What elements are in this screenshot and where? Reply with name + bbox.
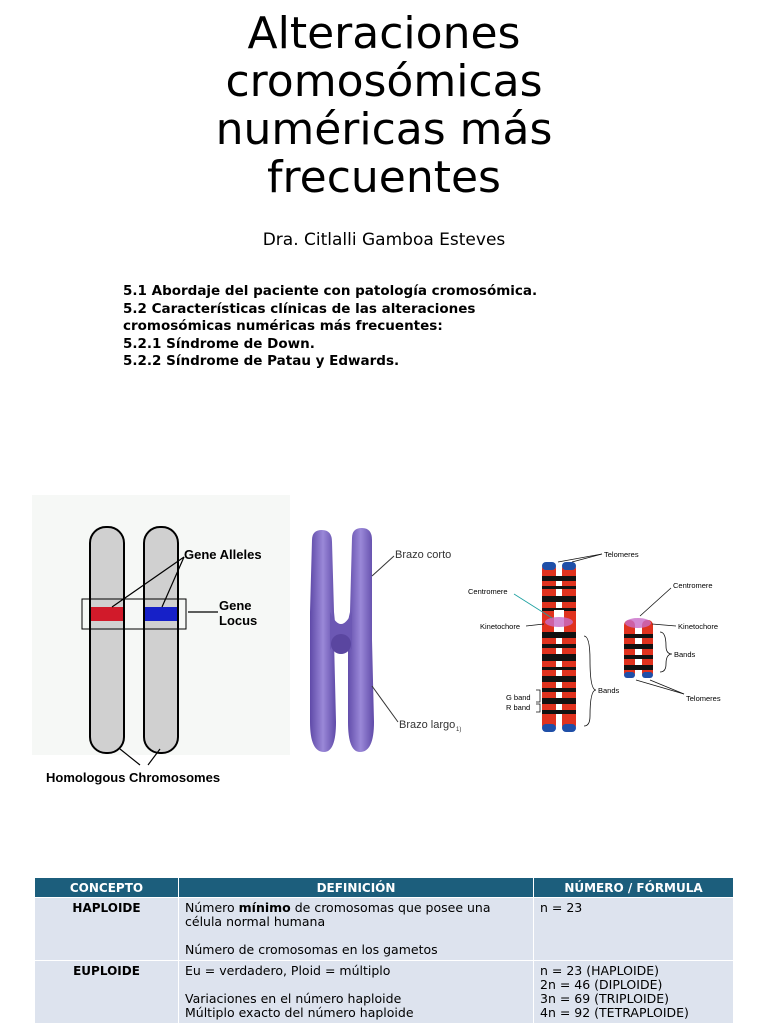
formula-text: n = 23 (HAPLOIDE) <box>540 963 660 978</box>
chromosome-left <box>90 527 124 753</box>
centromere-right-label: Centromere <box>673 581 713 590</box>
table-row <box>35 961 734 1024</box>
definition-text: Número de cromosomas en los gametos <box>185 942 438 957</box>
topic-item: 5.2.2 Síndrome de Patau y Edwards. <box>123 353 400 369</box>
g-band-label: G band <box>506 693 531 702</box>
table-header-row <box>35 878 734 898</box>
formula-cell <box>534 961 734 1024</box>
bands-left-label: Bands <box>598 686 620 695</box>
definition-text: de cromosomas que posee una <box>290 900 491 915</box>
column-header: DEFINICIÓN <box>179 878 534 898</box>
telomeres-top-label: Telomeres <box>604 550 639 559</box>
topic-item: cromosómicas numéricas más frecuentes: <box>123 318 443 334</box>
figure-note: 1) <box>456 727 462 733</box>
definition-cell <box>179 961 534 1024</box>
title-line: numéricas más <box>215 104 553 155</box>
banded-chromosomes-figure <box>466 540 744 738</box>
formula-cell: n = 23 <box>534 898 734 961</box>
definition-text: célula normal humana <box>185 914 326 929</box>
concept-cell: EUPLOIDE <box>35 961 179 1024</box>
centromere-left-label: Centromere <box>468 587 508 596</box>
title-line: frecuentes <box>267 152 501 203</box>
allele-blue <box>145 607 177 621</box>
small-chromosome <box>624 618 653 678</box>
formula-text: 4n = 92 (TETRAPLOIDE) <box>540 1005 689 1020</box>
title-line: Alteraciones <box>247 8 521 59</box>
long-arm-label: Brazo largo <box>399 719 456 731</box>
definition-text: Eu = verdadero, Ploid = múltiplo <box>185 963 391 978</box>
definition-text: Múltiplo exacto del número haploide <box>185 1005 414 1020</box>
table-row <box>35 898 734 961</box>
allele-red <box>91 607 123 621</box>
kinetochore-left-label: Kinetochore <box>480 622 521 631</box>
bands-right-label: Bands <box>674 650 696 659</box>
concept-table <box>34 877 734 1024</box>
formula-text: 3n = 69 (TRIPLOIDE) <box>540 991 670 1006</box>
chromosome-arms-figure <box>290 516 468 768</box>
slide-title <box>0 10 768 202</box>
telomeres-bottom-label: Telomeres <box>686 694 721 703</box>
gene-alleles-label: Gene Alleles <box>184 547 262 562</box>
concept-cell: HAPLOIDE <box>35 898 179 961</box>
formula-text: 2n = 46 (DIPLOIDE) <box>540 977 663 992</box>
homologous-label: Homologous Chromosomes <box>46 770 221 785</box>
chromosome-right <box>144 527 178 753</box>
column-header: NÚMERO / FÓRMULA <box>534 878 734 898</box>
definition-text: Número <box>185 900 239 915</box>
column-header: CONCEPTO <box>35 878 179 898</box>
chromosome-shape <box>310 528 374 752</box>
topic-list <box>123 283 643 371</box>
homologous-chromosomes-figure <box>32 495 290 807</box>
locus-label: Locus <box>219 613 258 628</box>
definition-cell <box>179 898 534 961</box>
gene-label: Gene <box>219 598 252 613</box>
short-arm-label: Brazo corto <box>395 549 452 561</box>
definition-text: Variaciones en el número haploide <box>185 991 402 1006</box>
topic-item: 5.1 Abordaje del paciente con patología cromosómica. <box>123 283 538 299</box>
title-line: cromosómicas <box>225 56 543 107</box>
r-band-label: R band <box>506 703 531 712</box>
kinetochore-right-label: Kinetochore <box>678 622 719 631</box>
definition-emphasis: mínimo <box>238 900 291 915</box>
topic-item: 5.2.1 Síndrome de Down. <box>123 335 315 352</box>
topic-item: 5.2 Características clínicas de las alteraciones <box>123 300 476 317</box>
author-name: Dra. Citlalli Gamboa Esteves <box>262 230 506 250</box>
